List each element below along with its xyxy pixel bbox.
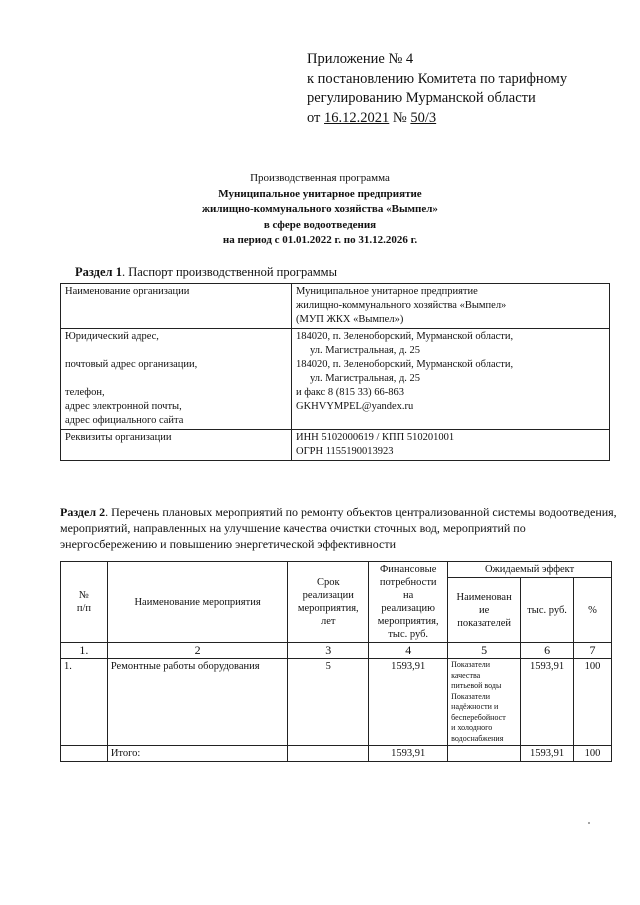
appendix-line: к постановлению Комитета по тарифному: [307, 70, 568, 87]
passport-line: Реквизиты организации: [65, 432, 172, 443]
colnum-cell: 7: [574, 643, 612, 659]
appendix-num-sign: №: [392, 109, 407, 126]
passport-row: [61, 284, 610, 329]
header-row: [61, 562, 612, 578]
passport-line: жилищно-коммунального хозяйства «Вымпел»: [296, 300, 507, 311]
title-line: Муниципальное унитарное предприятие: [218, 187, 422, 200]
total-thousand: 1593,91: [521, 746, 574, 762]
passport-field-name: [61, 329, 292, 430]
passport-line: ул. Магистральная, д. 25: [310, 373, 421, 384]
passport-line: 184020, п. Зеленоборский, Мурманской области,: [296, 359, 514, 370]
title-line: в сфере водоотведения: [263, 218, 377, 231]
header-thousand: тыс. руб.: [521, 578, 574, 643]
section1-label: Раздел 1: [75, 265, 122, 279]
row-thousand: 1593,91: [521, 659, 574, 746]
passport-line: Юридический адрес,: [65, 331, 159, 342]
row-percent: 100: [574, 659, 612, 746]
scan-speck: [588, 822, 590, 824]
section1-heading: [75, 265, 337, 280]
total-row: [61, 746, 612, 762]
passport-line: адрес электронной почты,: [65, 401, 182, 412]
section2-text: . Перечень плановых мероприятий по ремонту объектов централизованной системы водоотведения, мероприятий, направленных на улучшение качества очистки сточных вод, мероприятий по энергосбережению и повышению энергетической эффективности: [60, 505, 617, 551]
passport-line: ИНН 5102000619 / КПП 510201001: [296, 432, 455, 443]
total-percent: 100: [574, 746, 612, 762]
passport-line: Наименование организации: [65, 286, 190, 297]
passport-line: ОГРН 1155190013923: [296, 446, 394, 457]
passport-line: телефон,: [65, 387, 105, 398]
title-line: на период с 01.01.2022 г. по 31.12.2026 г.: [222, 234, 418, 246]
table-row: [61, 659, 612, 746]
passport-row: [61, 329, 610, 430]
appendix-line: регулированию Мурманской области: [307, 90, 536, 106]
passport-line: почтовый адрес организации,: [65, 359, 198, 370]
header-num: № п/п: [61, 562, 108, 643]
colnum-cell: 1.: [61, 643, 108, 659]
measures-table: [60, 561, 612, 762]
passport-line: [65, 344, 287, 358]
appendix-from: от: [307, 109, 321, 126]
header-finance: Финансовые потребности на реализацию мероприятия, тыс. руб.: [369, 562, 448, 643]
header-name: Наименование мероприятия: [107, 562, 287, 643]
column-number-row: [61, 643, 612, 659]
title-line: жилищно-коммунального хозяйства «Вымпел»: [202, 203, 438, 215]
passport-row: [61, 430, 610, 461]
header-indicator-name: Наименован ие показателей: [448, 578, 521, 643]
row-term: 5: [288, 659, 369, 746]
passport-line: 184020, п. Зеленоборский, Мурманской области,: [296, 331, 514, 342]
row-name: Ремонтные работы оборудования: [107, 659, 287, 746]
passport-field-name: [61, 284, 292, 329]
total-label: Итого:: [107, 746, 287, 762]
passport-line: адрес официального сайта: [65, 415, 184, 426]
program-title: [0, 171, 640, 249]
passport-line: GKHVYMPEL@yandex.ru: [296, 401, 414, 412]
passport-line: [296, 414, 605, 428]
appendix-date: 16.12.2021: [324, 109, 390, 126]
appendix-date-line: [307, 109, 627, 129]
passport-line: и факс 8 (815 33) 66-863: [296, 387, 404, 398]
colnum-cell: 2: [107, 643, 287, 659]
passport-field-value: [292, 284, 610, 329]
colnum-cell: 6: [521, 643, 574, 659]
header-effect: Ожидаемый эффект: [448, 562, 612, 578]
passport-field-name: [61, 430, 292, 461]
appendix-line: Приложение № 4: [307, 51, 414, 67]
passport-field-value: [292, 430, 610, 461]
colnum-cell: 5: [448, 643, 521, 659]
appendix-block: [307, 50, 627, 128]
section2-label: Раздел 2: [60, 505, 106, 519]
passport-line: Муниципальное унитарное предприятие: [296, 286, 478, 297]
header-percent: %: [574, 578, 612, 643]
appendix-number: 50/3: [410, 109, 437, 126]
passport-line: ул. Магистральная, д. 25: [310, 345, 421, 356]
passport-line: (МУП ЖКХ «Вымпел»): [296, 314, 404, 325]
colnum-cell: 4: [369, 643, 448, 659]
row-num: 1.: [61, 659, 108, 746]
passport-table: [60, 283, 610, 461]
row-finance: 1593,91: [369, 659, 448, 746]
section2-heading: [60, 504, 620, 552]
section1-text: . Паспорт производственной программы: [121, 265, 337, 279]
header-term: Срок реализации мероприятия, лет: [288, 562, 369, 643]
passport-field-value: [292, 329, 610, 430]
passport-line: [65, 372, 287, 386]
row-indicator: Показатели качества питьевой воды Показатели надёжности и бесперебойност и холодного водоснабжения: [448, 659, 521, 746]
total-finance: 1593,91: [369, 746, 448, 762]
colnum-cell: 3: [288, 643, 369, 659]
title-line: Производственная программа: [250, 172, 390, 184]
